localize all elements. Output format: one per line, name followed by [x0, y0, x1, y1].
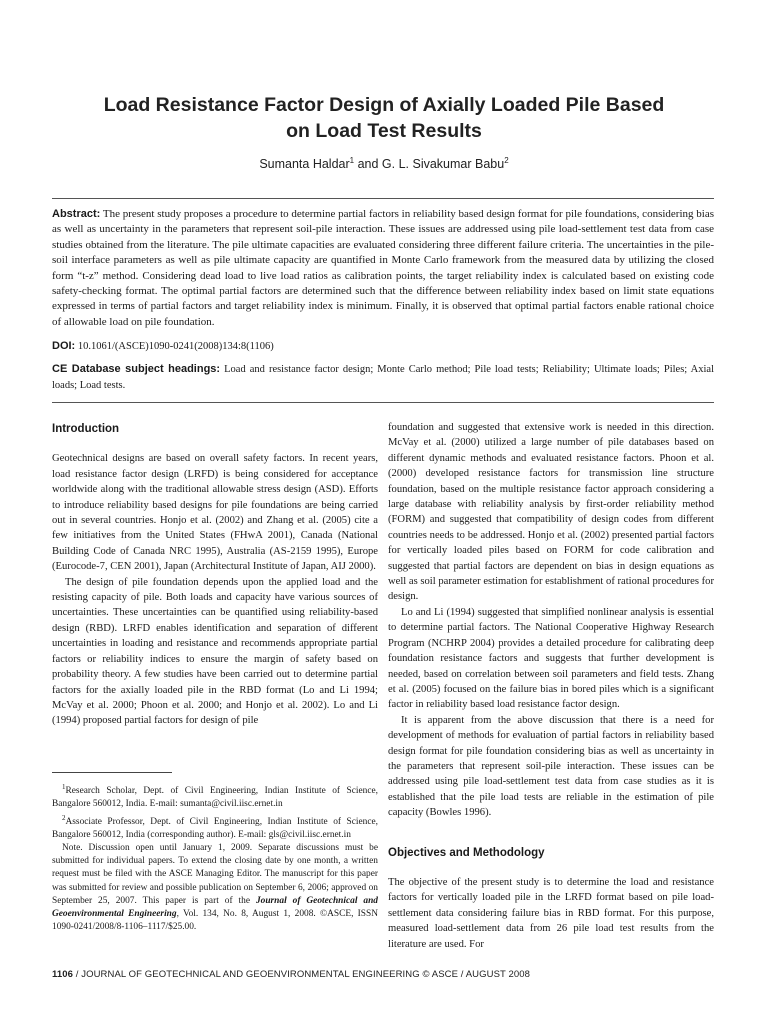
right-column [388, 420, 714, 952]
title-line-1: Load Resistance Factor Design of Axially Loaded Pile Based [103, 94, 665, 116]
page-footer [52, 969, 714, 980]
right-paragraph-3: It is apparent from the above discussion that there is a need for development of methods for evaluation of partial factors in reliability based design format for pile foundation considering bias as well as uncertainty in the parameters that represent soil-pile interaction. These issues can be addressed using pile load-settlement test data from case studies as it is established that the pile load tests are reliable in the estimation of pile capacity (Bowles 1996). [388, 714, 714, 819]
header-rule [52, 198, 714, 199]
right-paragraph-2: Lo and Li (1994) suggested that simplified nonlinear analysis is essential to determine partial factors. The National Cooperative Highway Research Program (NCHRP 2004) provides a detailed procedure for calibrating deep foundation resistance factors and suggests that further development is needed, based on correlation between soil parameters and field tests. Zhang et al. (2005) focused on the failure bias in bored piles which is a significant factor in reliability based load resistance factor design. [388, 606, 714, 711]
title-line-2: on Load Test Results [286, 120, 482, 142]
paper-title [40, 92, 728, 144]
section-heading-objectives: Objectives and Methodology [388, 846, 545, 859]
right-paragraph-1: foundation and suggested that extensive work is needed in this direction. McVay et al. (2000) utilized a large number of pile databases based on different dynamic methods and evaluated resistance factors. Phoon et al. (2000) developed resistance factors for transmission line structure foundation, based on the multiple resistance factor approach considering a large database with reliability analysis by first-order reliability method (FORM) and suggested that compatibility of design codes from different countries needs to be addressed. Honjo et al. (2002) presented partial factors for vertically loaded piles based on FORM for code calibration and suggested that partial factors are dependent on bias in design equations as well as soil parameter estimation for establishment of rational procedures for design. [388, 422, 714, 603]
footnote-1-mark: 1 [62, 783, 66, 791]
discussion-note-text-b: , Vol. 134, No. 8, August 1, 2008. ©ASCE, ISSN 1090-0241/2008/8-1106–1117/$25.00. [52, 909, 378, 933]
subject-headings-value: Load and resistance factor design; Monte Carlo method; Pile load tests; Reliability; Ultimate loads; Piles; Axial loads; Load tests. [52, 364, 714, 391]
doi-value: 10.1061/(ASCE)1090-0241(2008)134:8(1106) [77, 341, 274, 352]
abstract-text: The present study proposes a procedure to determine partial factors in reliability based design format for pile foundations, considering bias as well as uncertainty in the parameters that represent soil-pile interaction. These issues are addressed using pile load-settlement test data from case studies obtained from the literature. The pile ultimate capacities are evaluated considering three different failure criteria. The uncertainties in the pile-soil interface parameters as well as pile ultimate capacity are quantified in Monte Carlo framework from the measured data by utilizing the closed form “t-z” method. Considering dead load to live load ratios as calibration points, the target reliability index is calculated based on existing code safety-checking format. The optimal partial factors are determined such that the difference between reliability index based on limit state equations expressed in terms of partial factors and target reliability index is minimum. Finally, it is observed that optimal partial factors enable rational choice of allowable load on pile foundation. [52, 208, 714, 328]
author-conjunction: and [354, 157, 382, 172]
journal-running-footer: / JOURNAL OF GEOTECHNICAL AND GEOENVIRONMENTAL ENGINEERING © ASCE / AUGUST 2008 [73, 969, 531, 980]
intro-paragraph-1: Geotechnical designs are based on overall safety factors. In recent years, load resistance factor design (LRFD) is being considered for acceptance worldwide along with the traditional allowable stress design (ASD). Efforts to introduce reliability based designs for pile foundations are being carried out in several countries. Honjo et al. (2002) and Zhang et al. (2005) cite a few initiatives from the United States (FHwA 2001), Canada (National Building Code of Canada NRC 1995), Australia (AS-2159 1995), Europe (Eurocode-7, CEN 2001), Japan (Architectural Institute of Japan, AIJ 2000). [52, 453, 378, 573]
subject-headings-label: CE Database subject headings: [52, 363, 221, 375]
footnote-rule [52, 772, 172, 773]
subject-headings [52, 362, 714, 393]
intro-paragraph-2: The design of pile foundation depends upon the applied load and the resisting capacity of pile. Both loads and capacity have various sources of uncertainties. These uncertainties can be quantified using reliability-based design (RBD). LRFD enables identification and separation of different uncertainties in loading and resistance and recommends appropriate partial factors or reliability indices to ensure the margin of safety based on probability theory. A few studies have been carried out to determine partial factors for the axially loaded pile in the RBD format (Lo and Li 1994; McVay et al. 2000; Phoon et al. 2000; and Honjo et al. 2002). Lo and Li (1994) proposed partial factors for design of pile [52, 576, 378, 727]
footnote-2 [52, 812, 378, 843]
author-1: Sumanta Haldar [259, 157, 350, 172]
author-2: G. L. Sivakumar Babu [381, 157, 505, 172]
doi-label: DOI: [52, 340, 76, 352]
discussion-note [52, 842, 378, 934]
page-number: 1106 [52, 969, 74, 980]
objectives-paragraph-1: The objective of the present study is to determine the load and resistance factors for vertically loaded pile in the LRFD format based on pile load-settlement data considering failure bias in RBD format. For this purpose, measured load-settlement data from 26 pile load test results from the literature are used. For [388, 876, 714, 950]
footnote-2-text: Associate Professor, Dept. of Civil Engineering, Indian Institute of Science, Bangalore 560012, India (corresponding author). E-mail: gls@civil.iisc.ernet.in [52, 816, 378, 840]
author-1-affiliation-mark: 1 [349, 156, 355, 165]
author-line [40, 156, 728, 171]
abstract-label: Abstract: [52, 208, 101, 220]
left-column [52, 422, 378, 729]
footnote-1-text: Research Scholar, Dept. of Civil Engineering, Indian Institute of Science, Bangalore 560012, India. E-mail: sumanta@civil.iisc.ernet.in [52, 786, 378, 810]
discussion-note-text-a: Note. Discussion open until January 1, 2009. Separate discussions must be submitted for individual papers. To extend the closing date by one month, a written request must be filed with the ASCE Managing Editor. The manuscript for this paper was submitted for review and possible publication on September 6, 2006; approved on September 25, 2007. This paper is part of the [52, 843, 378, 906]
doi-line [52, 340, 714, 352]
footnote-1 [52, 781, 378, 812]
journal-name: Journal of Geotechnical and Geoenvironmental Engineering [52, 895, 378, 920]
abstract [52, 207, 714, 330]
abstract-rule [52, 402, 714, 403]
footnote-2-mark: 2 [62, 813, 66, 822]
section-heading-introduction: Introduction [52, 423, 120, 435]
author-2-affiliation-mark: 2 [504, 156, 509, 165]
footnotes [52, 781, 378, 934]
